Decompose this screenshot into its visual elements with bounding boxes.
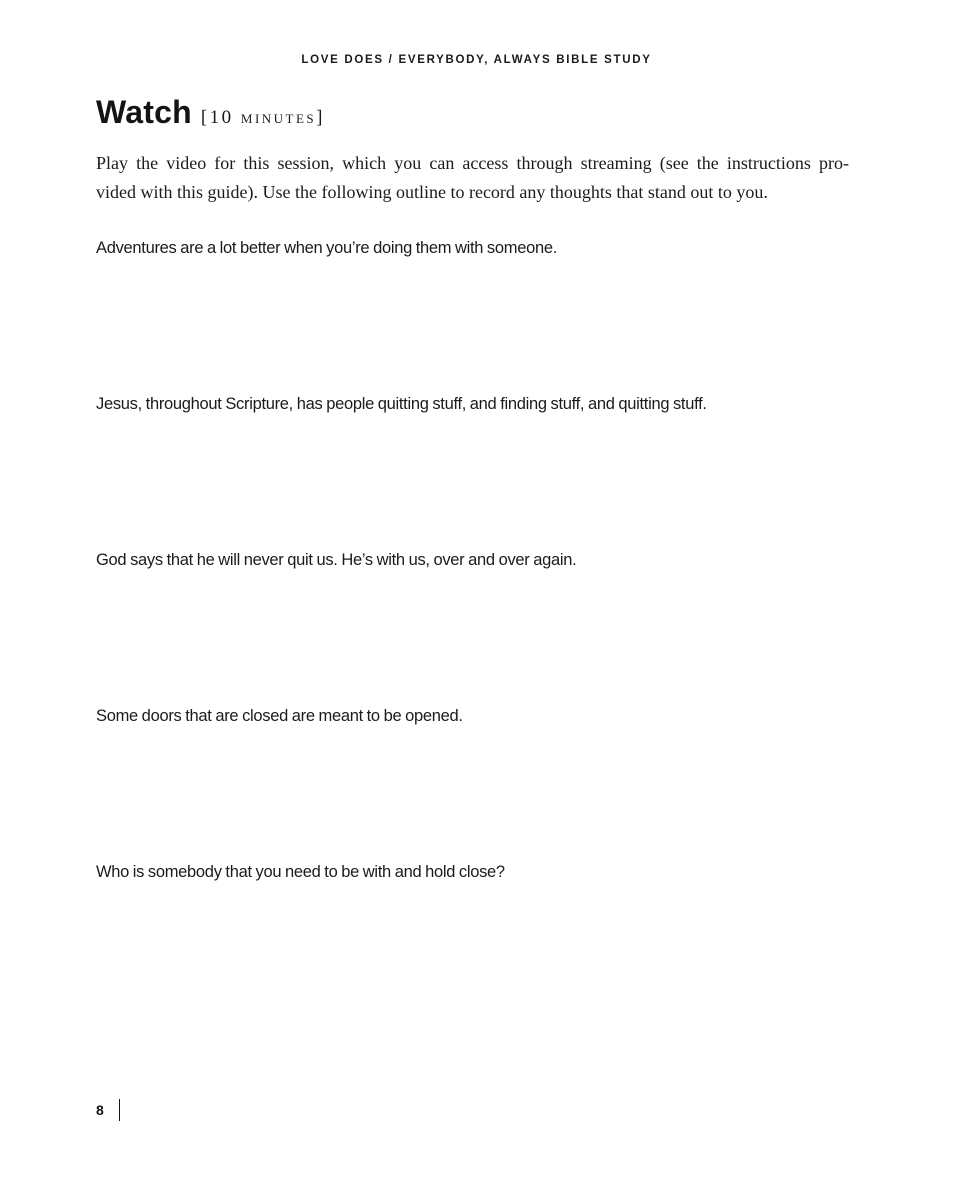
section-duration: [10 minutes] <box>200 107 325 128</box>
footer-divider <box>119 1099 121 1121</box>
running-header: LOVE DOES / EVERYBODY, ALWAYS BIBLE STUDY <box>301 54 652 66</box>
page-number: 8 <box>96 1102 104 1118</box>
section-heading <box>96 94 325 131</box>
note-prompt-5: Who is somebody that you need to be with and hold close? <box>96 863 505 881</box>
notes-outline <box>96 237 886 883</box>
note-prompt-2: Jesus, throughout Scripture, has people quitting stuff, and finding stuff, and quitting stuff. <box>96 395 707 413</box>
note-prompt-1: Adventures are a lot better when you’re doing them with someone. <box>96 239 557 257</box>
note-prompt-3: God says that he will never quit us. He’s with us, over and over again. <box>96 551 577 569</box>
note-prompt-4: Some doors that are closed are meant to be opened. <box>96 707 463 725</box>
section-title: Watch <box>96 94 192 130</box>
intro-line-1: Play the video for this session, which you can access through streaming (see the instructions pro- <box>96 153 849 173</box>
intro-paragraph <box>96 149 849 206</box>
page-footer <box>96 1099 120 1121</box>
intro-line-2: vided with this guide). Use the following outline to record any thoughts that stand out to you. <box>96 181 768 202</box>
